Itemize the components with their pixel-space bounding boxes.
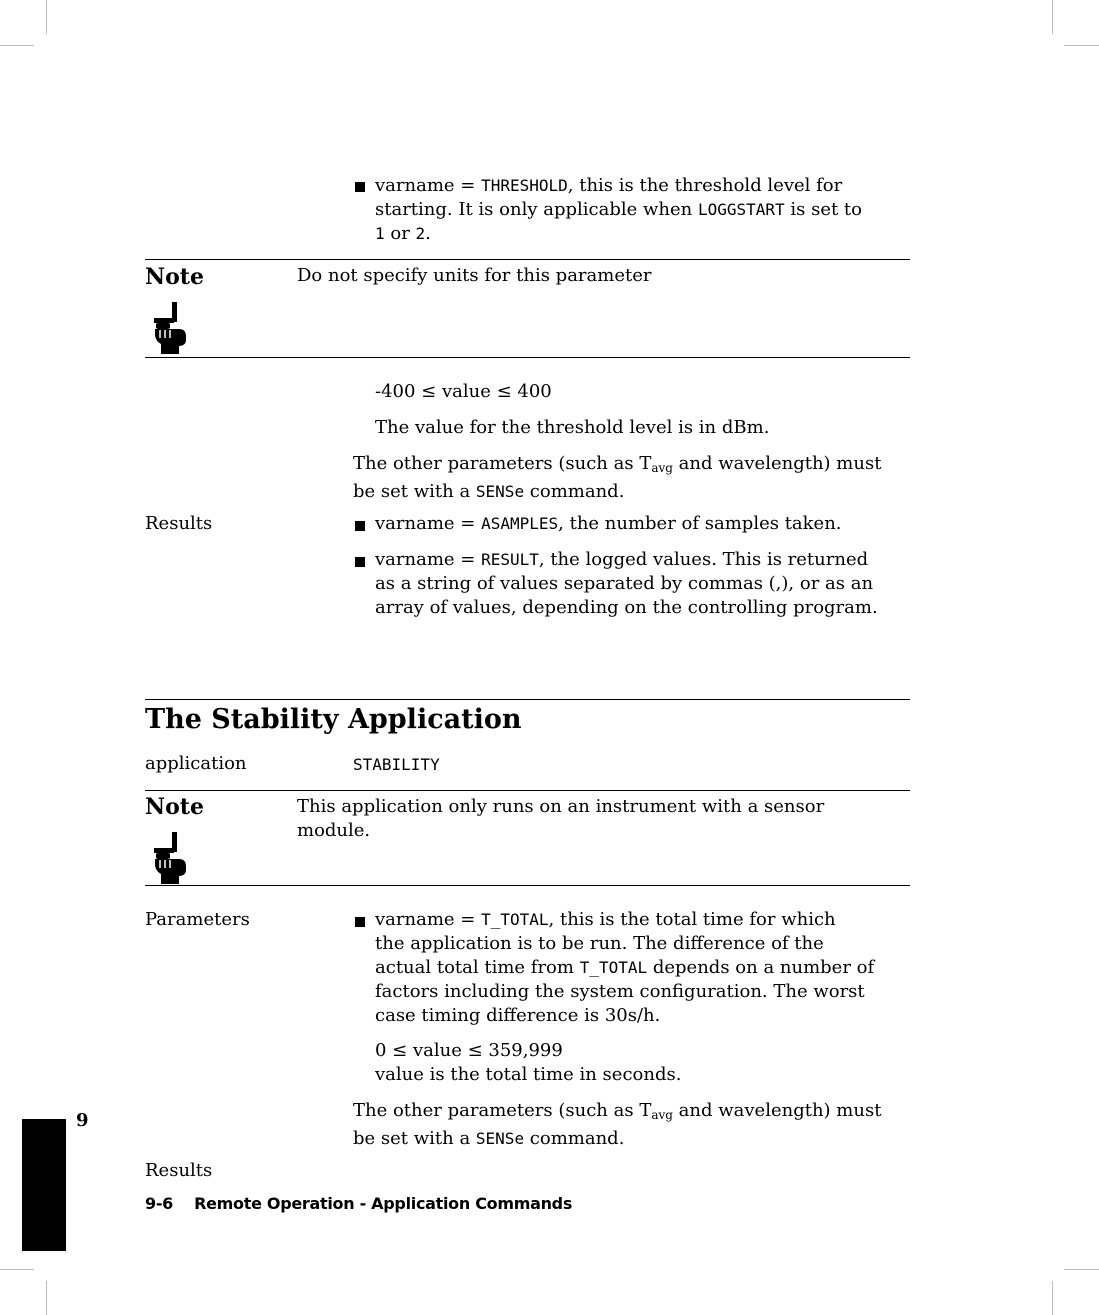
- text: is set to: [784, 199, 862, 220]
- text: command.: [524, 1128, 625, 1149]
- text: factors including the system configuration. The worst: [375, 981, 865, 1002]
- section-divider: [145, 699, 910, 700]
- varname-prefix: varname =: [375, 513, 482, 534]
- code-ttotal: T_TOTAL: [579, 958, 648, 977]
- divider: [145, 259, 910, 260]
- text: actual total time from: [375, 957, 580, 978]
- range-description: value is the total time in seconds.: [375, 1064, 682, 1085]
- ttotal-bullet-text: [375, 908, 910, 1028]
- text: starting. It is only applicable when: [375, 199, 698, 220]
- parameters-label: Parameters: [145, 909, 250, 930]
- text: , this is the threshold level for: [567, 175, 843, 196]
- application-value: STABILITY: [353, 755, 440, 774]
- divider: [145, 885, 910, 886]
- text: command.: [524, 481, 625, 502]
- text: and wavelength) must: [672, 453, 882, 474]
- section-heading: The Stability Application: [145, 704, 522, 735]
- text: The other parameters (such as T: [353, 453, 652, 474]
- divider: [145, 357, 910, 358]
- page-footer: 9-6 Remote Operation - Application Commands: [145, 1194, 573, 1213]
- crop-mark: [1052, 0, 1053, 34]
- bullet-marker: [355, 917, 365, 927]
- text: be set with a: [353, 1128, 476, 1149]
- code-loggstart: LOGGSTART: [697, 200, 785, 219]
- ttotal-range: [375, 1039, 910, 1087]
- code-value: 1: [375, 224, 385, 243]
- text: be set with a: [353, 481, 476, 502]
- crop-mark: [1064, 1269, 1099, 1270]
- note-text: [297, 795, 907, 843]
- code-sense: SENSe: [475, 482, 525, 501]
- varname-prefix: varname =: [375, 549, 482, 570]
- divider: [145, 790, 910, 791]
- text: and wavelength) must: [672, 1100, 882, 1121]
- text: as a string of values separated by commas (,), or as an: [375, 573, 874, 594]
- result-bullet-text: [375, 548, 910, 620]
- bullet-marker: [355, 521, 365, 531]
- crop-mark: [1052, 1281, 1053, 1315]
- other-params-text: [353, 1099, 910, 1151]
- subscript: avg: [651, 1108, 673, 1122]
- code-threshold: THRESHOLD: [481, 176, 568, 195]
- chapter-tab: [22, 1119, 66, 1251]
- code-ttotal: T_TOTAL: [481, 910, 549, 929]
- crop-mark: [0, 1269, 34, 1270]
- text: .: [425, 223, 431, 244]
- note-title: Note: [145, 264, 204, 290]
- chapter-number: 9: [76, 1110, 89, 1131]
- asamples-bullet-text: [375, 512, 910, 536]
- threshold-bullet-text: [375, 174, 910, 246]
- subscript: avg: [651, 461, 673, 475]
- text: , this is the total time for which: [548, 909, 836, 930]
- text: The other parameters (such as T: [353, 1100, 652, 1121]
- text: depends on a number of: [647, 957, 875, 978]
- text: case timing difference is 30s/h.: [375, 1005, 661, 1026]
- code-asamples: ASAMPLES: [481, 514, 559, 533]
- text: or: [384, 223, 416, 244]
- text: , the logged values. This is returned: [538, 549, 869, 570]
- threshold-unit-text: The value for the threshold level is in dBm.: [375, 417, 770, 438]
- crop-mark: [0, 45, 34, 46]
- range-text: 0 ≤ value ≤ 359,999: [375, 1040, 563, 1061]
- note-title: Note: [145, 794, 204, 820]
- text: array of values, depending on the controlling program.: [375, 597, 878, 618]
- other-params-text: [353, 452, 910, 504]
- crop-mark: [46, 1281, 47, 1315]
- application-label: application: [145, 753, 247, 774]
- bullet-marker: [355, 557, 365, 567]
- text: This application only runs on an instrument with a sensor: [297, 796, 825, 817]
- text: module.: [297, 820, 371, 841]
- pointing-hand-icon: [152, 832, 188, 884]
- threshold-range: -400 ≤ value ≤ 400: [375, 381, 552, 402]
- text: the application is to be run. The difference of the: [375, 933, 824, 954]
- bullet-marker: [355, 182, 365, 192]
- varname-prefix: varname =: [375, 909, 482, 930]
- varname-prefix: varname =: [375, 175, 482, 196]
- note-text: Do not specify units for this parameter: [297, 265, 652, 286]
- crop-mark: [46, 0, 47, 34]
- code-sense: SENSe: [475, 1129, 525, 1148]
- code-result: RESULT: [481, 550, 539, 569]
- text: , the number of samples taken.: [558, 513, 842, 534]
- results-label: Results: [145, 1160, 213, 1181]
- code-value: 2: [415, 224, 426, 243]
- crop-mark: [1064, 45, 1099, 46]
- pointing-hand-icon: [152, 302, 188, 354]
- results-label: Results: [145, 513, 213, 534]
